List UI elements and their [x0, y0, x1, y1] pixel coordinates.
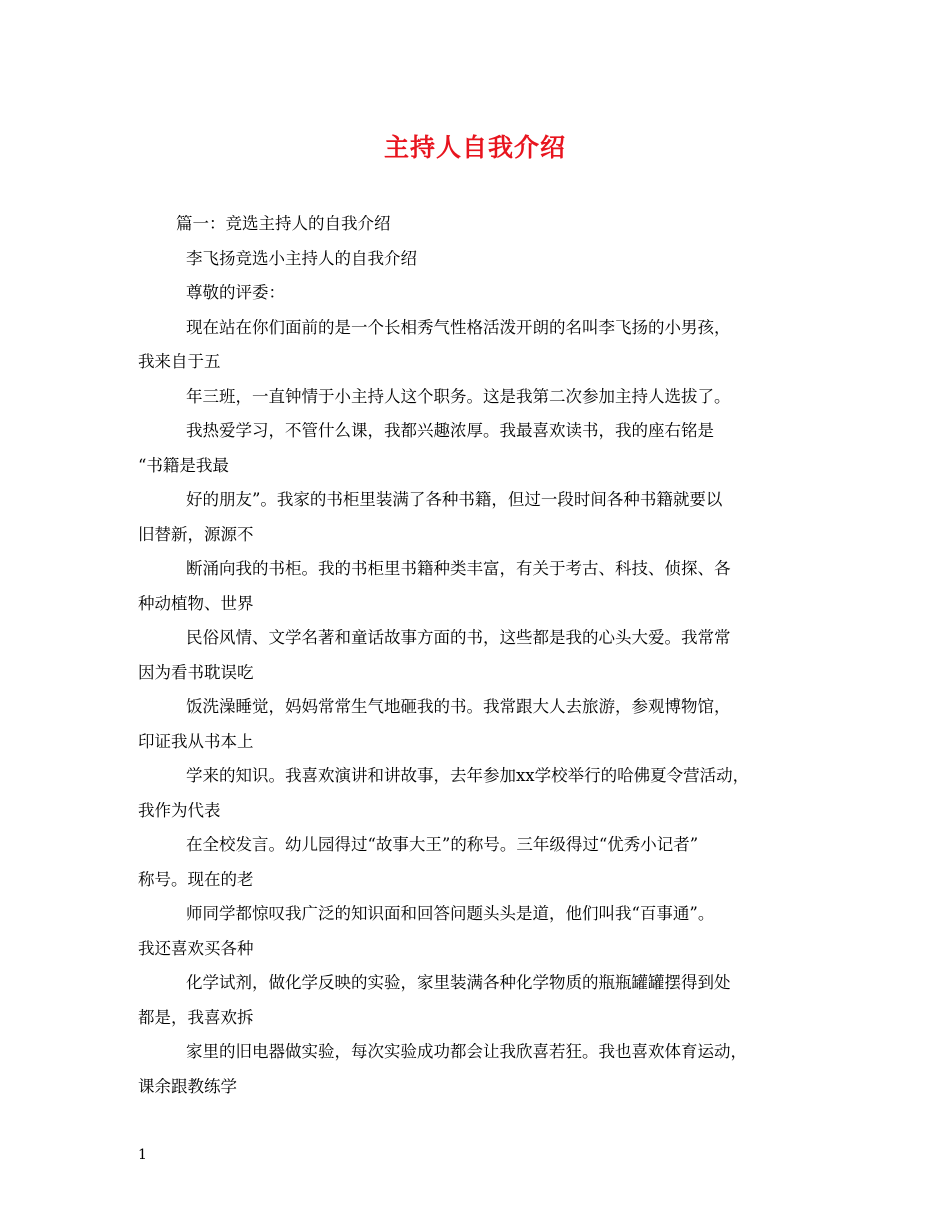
- paragraph-line: 都是，我喜欢拆: [138, 1007, 254, 1027]
- paragraph-line: 尊敬的评委：: [186, 283, 285, 302]
- paragraph-line: 饭洗澡睡觉，妈妈常常生气地砸我的书。我常跟大人去旅游，参观博物馆，: [186, 697, 731, 716]
- page-number: 1: [138, 1147, 147, 1163]
- paragraph-line: 现在站在你们面前的是一个长相秀气性格活泼开朗的名叫李飞扬的小男孩，: [186, 317, 731, 337]
- document-body: [138, 207, 838, 1104]
- paragraph-line: 化学试剂，做化学反映的实验，家里装满各种化学物质的瓶瓶罐罐摆得到处: [186, 973, 731, 992]
- paragraph-line: 师同学都惊叹我广泛的知识面和回答问题头头是道，他们叫我“百事通”。: [186, 904, 715, 923]
- paragraph-line: 我还喜欢买各种: [138, 938, 254, 958]
- paragraph-line: 学来的知识。我喜欢演讲和讲故事，去年参加xx学校举行的哈佛夏令营活动，: [186, 766, 750, 785]
- paragraph-line: 因为看书耽误吃: [138, 662, 254, 682]
- paragraph-line: 民俗风情、文学名著和童话故事方面的书，这些都是我的心头大爱。我常常: [186, 628, 731, 647]
- paragraph-line: 我热爱学习，不管什么课，我都兴趣浓厚。我最喜欢读书，我的座右铭是: [186, 421, 714, 440]
- paragraph-line: 旧替新，源源不: [138, 524, 254, 544]
- paragraph-line: 李飞扬竞选小主持人的自我介绍: [186, 248, 417, 268]
- paragraph-line: 篇一：竞选主持人的自我介绍: [176, 214, 391, 233]
- paragraph-line: 年三班，一直钟情于小主持人这个职务。这是我第二次参加主持人选拔了。: [186, 386, 731, 406]
- paragraph-line: 好的朋友”。我家的书柜里装满了各种书籍，但过一段时间各种书籍就要以: [186, 490, 723, 509]
- paragraph-line: 印证我从书本上: [138, 731, 254, 751]
- paragraph-line: 断涌向我的书柜。我的书柜里书籍种类丰富，有关于考古、科技、侦探、各: [186, 559, 731, 578]
- document-title: 主持人自我介绍: [383, 133, 566, 162]
- paragraph-line: 称号。现在的老: [138, 869, 254, 889]
- paragraph-line: “书籍是我最: [138, 455, 229, 475]
- paragraph-line: 种动植物、世界: [138, 593, 254, 613]
- paragraph-line: 我作为代表: [138, 800, 221, 820]
- paragraph-line: 家里的旧电器做实验，每次实验成功都会让我欣喜若狂。我也喜欢体育运动，: [186, 1042, 747, 1061]
- paragraph-line: 我来自于五: [138, 352, 221, 371]
- paragraph-line: 在全校发言。幼儿园得过“故事大王”的称号。三年级得过“优秀小记者”: [186, 835, 699, 854]
- paragraph-line: 课余跟教练学: [138, 1076, 237, 1096]
